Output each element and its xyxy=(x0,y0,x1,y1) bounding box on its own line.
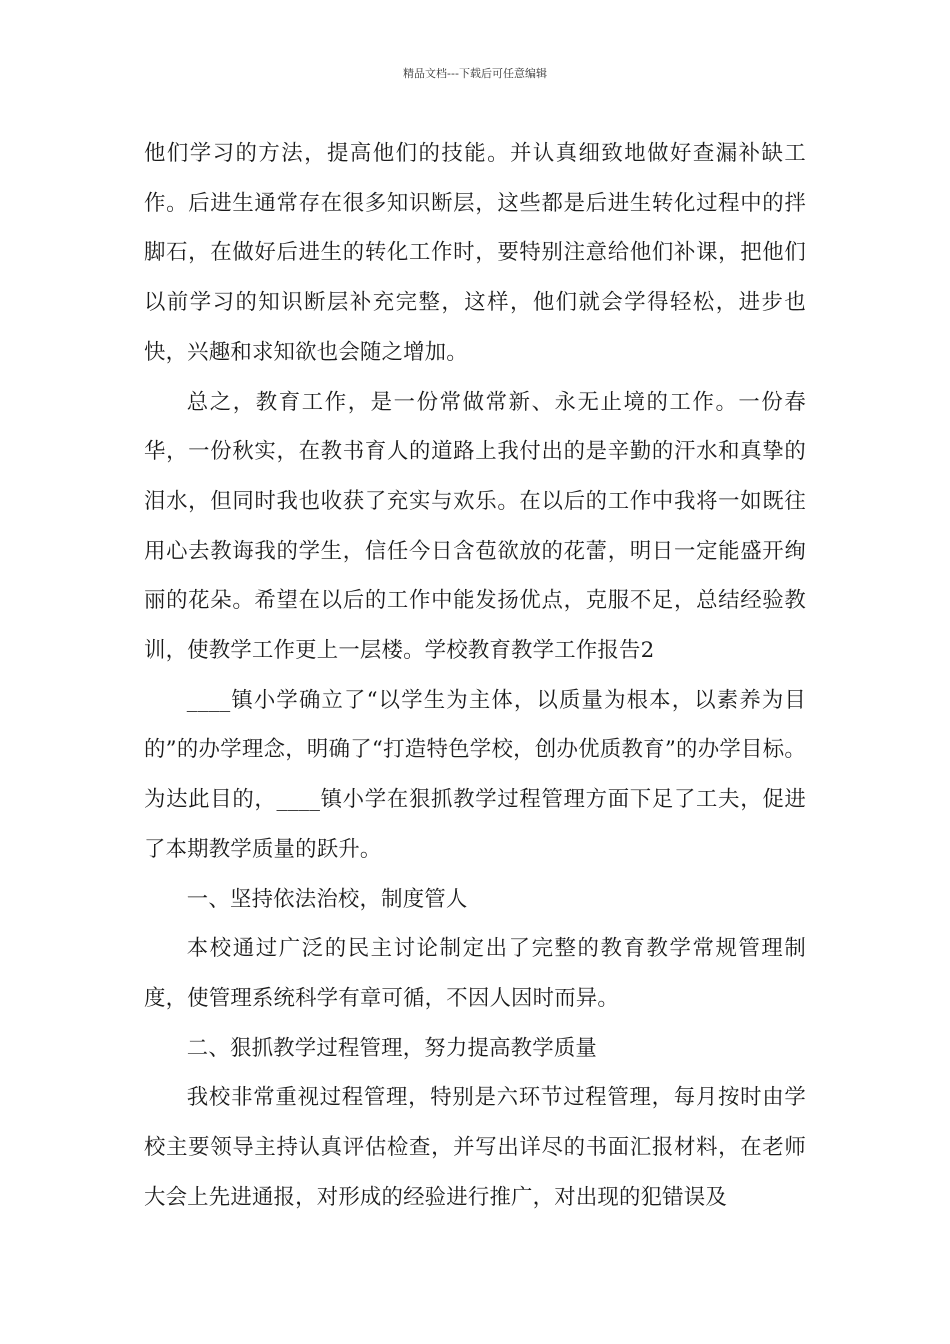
section-heading: 一、坚持依法治校，制度管人 xyxy=(186,886,468,912)
paragraph: ____镇小学确立了“以学生为主体，以质量为根本，以素养为目的”的办学理念，明确了“打造特色学校，创办优质教育”的办学目标。为达此目的，____镇小学在狠抓教学过程管理方面下足了工夫，促进了本期教学质量的跃升。 xyxy=(144,687,806,862)
paragraph: 总之，教育工作，是一份常做常新、永无止境的工作。一份春华，一份秋实，在教书育人的道路上我付出的是辛勤的汗水和真挚的泪水，但同时我也收获了充实与欢乐。在以后的工作中我将一如既往用心去教诲我的学生，信任今日含苞欲放的花蕾，明日一定能盛开绚丽的花朵。希望在以后的工作中能发扬优点，克服不足，总结经验教训，使教学工作更上一层楼。学校教育教学工作报告2 xyxy=(144,389,806,664)
paragraph: 他们学习的方法，提高他们的技能。并认真细致地做好查漏补缺工作。后进生通常存在很多知识断层，这些都是后进生转化过程中的拌脚石，在做好后进生的转化工作时，要特别注意给他们补课，把他们以前学习的知识断层补充完整，这样，他们就会学得轻松，进步也快，兴趣和求知欲也会随之增加。 xyxy=(144,141,806,365)
page-header: 精品文档---下载后可任意编辑 xyxy=(403,67,547,80)
paragraph: 本校通过广泛的民主讨论制定出了完整的教育教学常规管理制度，使管理系统科学有章可循，不因人因时而异。 xyxy=(144,936,806,1011)
section-heading: 二、狠抓教学过程管理，努力提高教学质量 xyxy=(186,1035,598,1061)
paragraph: 我校非常重视过程管理，特别是六环节过程管理，每月按时由学校主要领导主持认真评估检查，并写出详尽的书面汇报材料，在老师大会上先进通报，对形成的经验进行推广，对出现的犯错误及 xyxy=(144,1085,806,1210)
document-body xyxy=(144,129,806,1222)
